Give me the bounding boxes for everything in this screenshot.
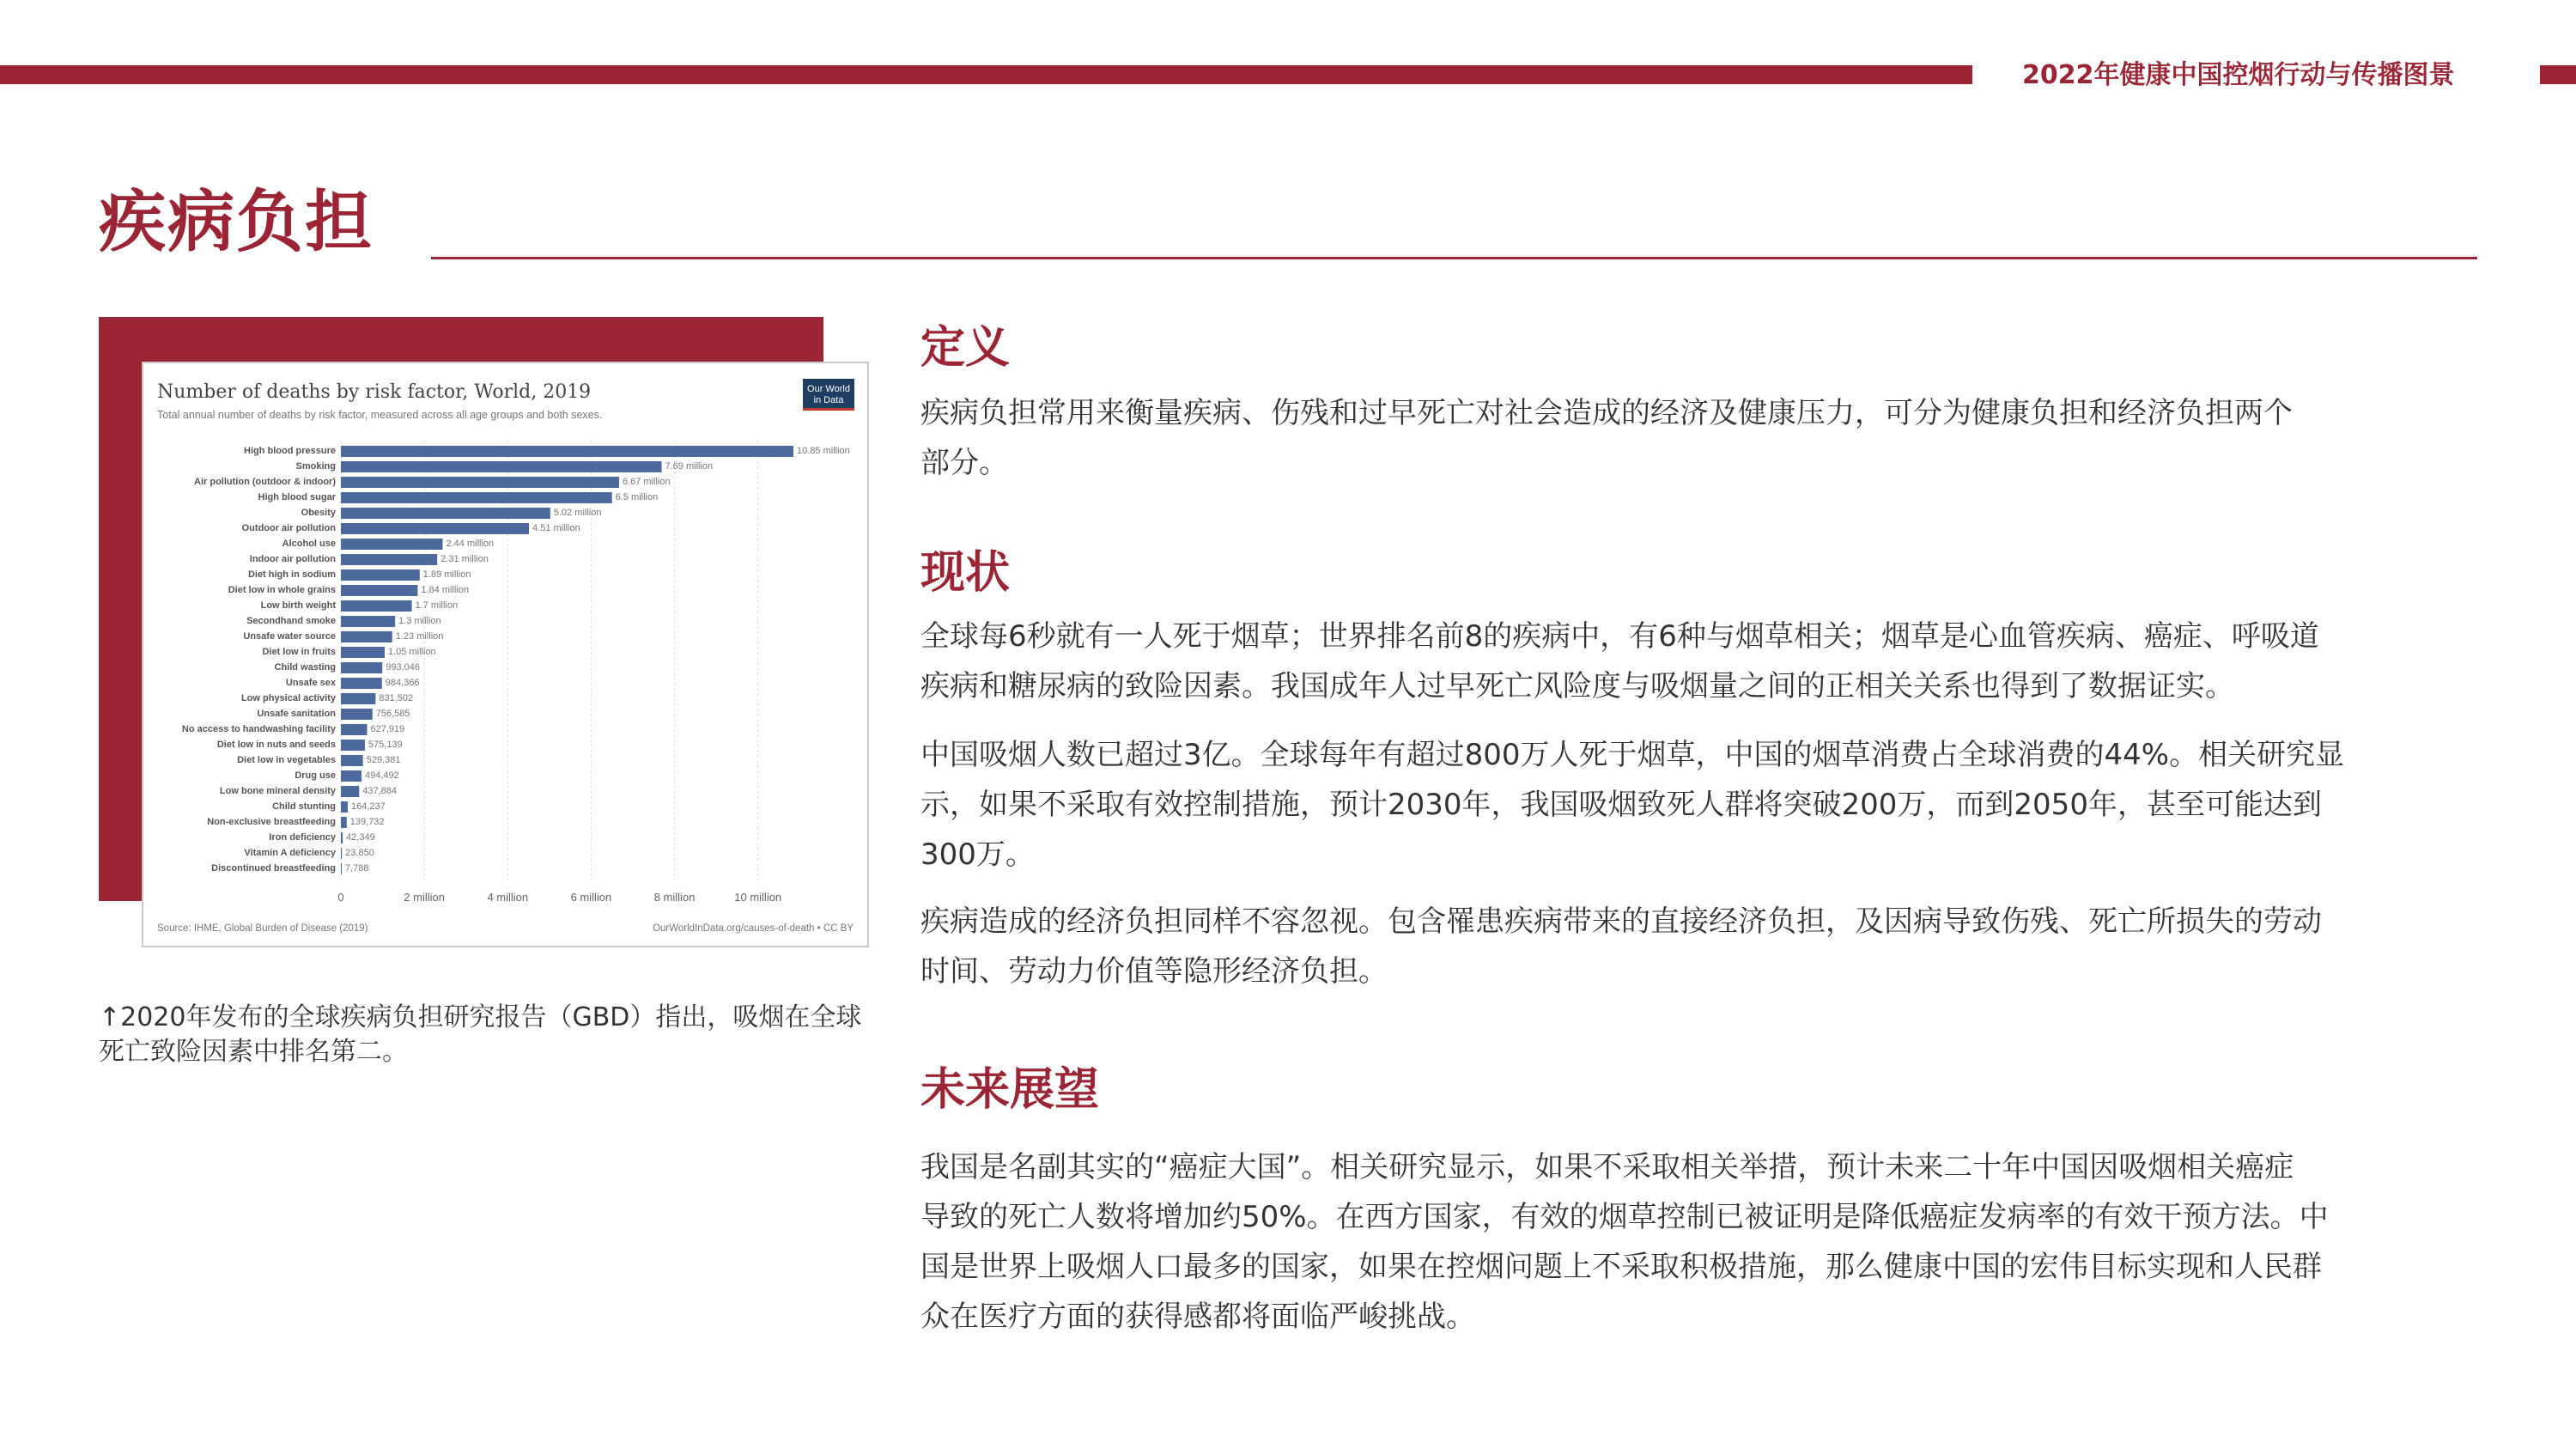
category-label: Unsafe water source (243, 631, 336, 642)
bar (341, 554, 437, 565)
figure-caption: ↑2020年发布的全球疾病负担研究报告（GBD）指出，吸烟在全球死亡致险因素中排名第二。 (99, 1002, 862, 1067)
bar (341, 446, 793, 457)
value-label: 831,502 (379, 693, 414, 703)
text-line: 全球每6秒就有一人死于烟草；世界排名前8的疾病中，有6种与烟草相关；烟草是心血管疾病、癌症、呼吸道 (920, 619, 2319, 654)
bar (341, 508, 550, 519)
status-paragraph-2 (920, 730, 2483, 880)
text-line: 众在医疗方面的获得感都将面临严峻挑战。 (920, 1300, 1475, 1334)
x-tick-label: 0 (337, 891, 344, 904)
section-heading-outlook: 未来展望 (920, 1064, 1100, 1116)
value-label: 6.67 million (622, 477, 671, 487)
value-label: 2.44 million (446, 539, 495, 549)
category-label: Vitamin A deficiency (244, 848, 336, 858)
category-label: Discontinued breastfeeding (211, 863, 336, 874)
chart-source: Source: IHME, Global Burden of Disease (2019) (157, 923, 368, 934)
value-label: 2.31 million (440, 554, 489, 564)
report-title: 2022年健康中国控烟行动与传播图景 (2022, 60, 2455, 90)
chart-source-link: OurWorldInData.org/causes-of-death • CC BY (653, 923, 854, 934)
value-label: 1.89 million (422, 569, 471, 580)
category-label: Diet low in whole grains (228, 585, 336, 595)
category-label: Drug use (295, 770, 336, 781)
value-label: 993,046 (386, 662, 420, 673)
value-label: 1.05 million (388, 647, 436, 657)
category-label: Unsafe sanitation (257, 709, 336, 719)
value-label: 164,237 (350, 801, 386, 812)
text-line: 时间、劳动力价值等隐形经济负担。 (920, 954, 1388, 989)
text-line: 导致的死亡人数将增加约50%。在西方国家，有效的烟草控制已被证明是降低癌症发病率的有效干预方法。中 (920, 1200, 2329, 1234)
header-rule-left (0, 65, 1972, 84)
value-label: 5.02 million (553, 508, 602, 518)
bar (341, 848, 342, 859)
category-label: High blood sugar (258, 492, 336, 502)
x-tick-label: 4 million (487, 891, 529, 904)
bar (341, 678, 382, 689)
owid-logo (803, 379, 854, 411)
category-label: Child wasting (274, 662, 336, 673)
bar (341, 817, 347, 828)
x-tick-label: 8 million (653, 891, 696, 904)
category-label: Iron deficiency (269, 832, 336, 843)
bar (341, 755, 363, 766)
page-title: 疾病负担 (99, 184, 374, 261)
category-label: Secondhand smoke (246, 616, 336, 626)
bar (341, 539, 443, 550)
x-tick-label: 2 million (404, 891, 445, 904)
category-label: Smoking (295, 461, 336, 472)
text-line: 中国吸烟人数已超过3亿。全球每年有超过800万人死于烟草，中国的烟草消费占全球消费的44%。相关研究显 (920, 738, 2345, 772)
value-label: 6.5 million (615, 492, 659, 502)
value-label: 1.3 million (398, 616, 441, 626)
owid-logo-line2: in Data (813, 395, 844, 405)
value-label: 7.69 million (665, 461, 714, 472)
status-paragraph-1 (920, 612, 2483, 711)
title-underline (431, 257, 2477, 259)
category-label: Outdoor air pollution (241, 523, 336, 533)
bar (341, 662, 382, 673)
bar (341, 647, 385, 658)
bar (341, 693, 375, 704)
owid-logo-line1: Our World (807, 384, 850, 394)
value-label: 1.7 million (415, 600, 459, 611)
definition-paragraph (920, 388, 2483, 488)
text-line: 我国是名副其实的“癌症大国”。相关研究显示，如果不采取相关举措，预计未来二十年中国因吸烟相关癌症 (920, 1150, 2294, 1184)
text-line: 疾病造成的经济负担同样不容忽视。包含罹患疾病带来的直接经济负担，及因病导致伤残、死亡所损失的劳动 (920, 904, 2322, 939)
bar (341, 863, 342, 874)
bar (341, 616, 395, 627)
text-line: 疾病和糖尿病的致险因素。我国成年人过早死亡风险度与吸烟量之间的正相关关系也得到了数据证实。 (920, 669, 2234, 703)
chart-card (142, 362, 869, 947)
bar (341, 600, 412, 612)
value-label: 23,850 (345, 848, 374, 858)
value-label: 529,381 (366, 755, 401, 765)
category-label: Diet low in vegetables (237, 755, 336, 765)
value-label: 494,492 (365, 770, 399, 781)
category-label: Diet low in fruits (262, 647, 336, 657)
category-label: Non-exclusive breastfeeding (207, 817, 336, 827)
value-label: 984,366 (385, 678, 420, 688)
category-label: Unsafe sex (285, 678, 336, 688)
x-tick-label: 10 million (734, 891, 782, 904)
bar (341, 786, 359, 797)
chart-title: Number of deaths by risk factor, World, 2019 (157, 381, 592, 403)
value-label: 10.85 million (797, 446, 850, 456)
value-label: 7,788 (345, 863, 369, 874)
x-tick-label: 6 million (570, 891, 612, 904)
category-label: Diet high in sodium (247, 569, 336, 580)
value-label: 4.51 million (532, 523, 580, 533)
bar (341, 724, 367, 735)
text-line: 疾病负担常用来衡量疾病、伤残和过早死亡对社会造成的经济及健康压力，可分为健康负担和经济负担两个 (920, 396, 2293, 430)
bar (341, 770, 361, 782)
bar (341, 461, 662, 472)
risk-factor-bar-chart (143, 363, 867, 946)
bar (341, 740, 365, 751)
value-label: 575,139 (368, 740, 403, 750)
text-line: 国是世界上吸烟人口最多的国家，如果在控烟问题上不采取积极措施，那么健康中国的宏伟目标实现和人民群 (920, 1250, 2322, 1284)
category-label: Indoor air pollution (249, 554, 336, 564)
chart-subtitle: Total annual number of deaths by risk factor, measured across all age groups and both sexes. (157, 409, 603, 421)
value-label: 1.84 million (421, 585, 470, 595)
section-heading-status: 现状 (920, 547, 1011, 599)
status-paragraph-3 (920, 897, 2483, 996)
bar (341, 523, 529, 534)
text-line: 部分。 (920, 446, 1008, 480)
category-label: No access to handwashing facility (181, 724, 336, 734)
category-label: High blood pressure (244, 446, 336, 456)
value-label: 139,732 (349, 817, 385, 827)
section-heading-definition: 定义 (920, 322, 1011, 374)
value-label: 756,585 (375, 709, 410, 719)
value-label: 437,884 (362, 786, 398, 796)
category-label: Air pollution (outdoor & indoor) (194, 477, 336, 487)
header-rule-right (2540, 65, 2576, 84)
bar (341, 631, 392, 642)
text-line: 300万。 (920, 837, 1035, 872)
category-label: Alcohol use (282, 539, 336, 549)
value-label: 627,919 (370, 724, 405, 734)
category-label: Low bone mineral density (219, 786, 336, 796)
bar (341, 492, 612, 503)
value-label: 1.23 million (395, 631, 444, 642)
bar (341, 477, 619, 488)
category-label: Obesity (301, 508, 336, 518)
text-line: 示，如果不采取有效控制措施，预计2030年，我国吸烟致死人群将突破200万，而到2050年，甚至可能达到 (920, 788, 2322, 822)
bar (341, 709, 373, 720)
category-label: Child stunting (272, 801, 336, 812)
value-label: 42,349 (346, 832, 375, 843)
outlook-paragraph (920, 1142, 2483, 1342)
bar (341, 801, 348, 813)
bar (341, 585, 417, 596)
category-label: Low birth weight (260, 600, 336, 611)
bar (341, 832, 343, 843)
category-label: Low physical activity (240, 693, 336, 703)
category-label: Diet low in nuts and seeds (216, 740, 336, 750)
bar (341, 569, 420, 581)
